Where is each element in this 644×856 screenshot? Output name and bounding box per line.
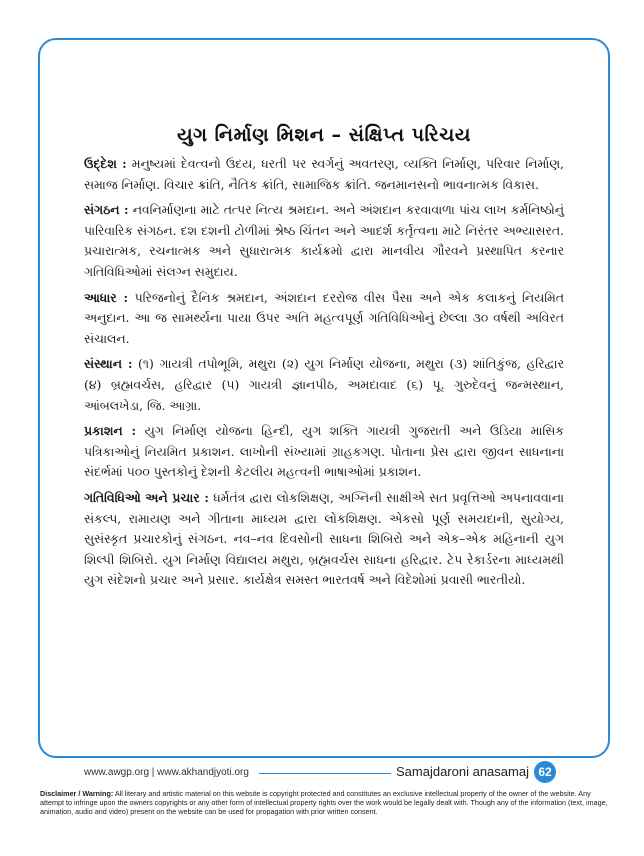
section-institutions bbox=[84, 354, 564, 416]
section-text: પરિજનોનું દૈનિક શ્રમદાન, અંશદાન દરરોજ વીસ પૈસા અને એક કલાકનું નિયમિત અનુદાન. આ જ સામર્થ્યના પાયા ઉપર અતિ મહત્વપૂર્ણ ગતિવિધિઓનું છેલ્લા ૩૦ વર્ષથી અવિરત સંચાલન. bbox=[84, 289, 564, 346]
footer-urls: www.awgp.org | www.akhandjyoti.org bbox=[84, 767, 249, 778]
section-heading: આધાર : bbox=[84, 289, 129, 305]
section-heading: ગતિવિધિઓ અને પ્રચાર : bbox=[84, 489, 209, 505]
disclaimer-text: All literary and artistic material on this website is copyright protected and constitutes an exclusive intellectual property of the owner of the website. Any attempt to infringe upon the owners copyrights or any other form of intellectual property rights over the work would be legally dealt with. Though any of the information (text, image, animation, audio and video) present on the website can be used for propagation with prior written consent. bbox=[40, 789, 608, 816]
section-heading: સંસ્થાન : bbox=[84, 356, 133, 372]
article-content bbox=[84, 124, 564, 596]
page-number-badge: 62 bbox=[534, 761, 556, 783]
section-organization bbox=[84, 200, 564, 282]
section-activities bbox=[84, 488, 564, 591]
section-text: નવનિર્માણના માટે તત્પર નિત્ય શ્રમદાન. અને અંશદાન કરવાવાળા પાંચ લાખ કર્મનિષ્ઠોનું પારિવારિક સંગઠન. દશ દશની ટોળીમાં શ્રેષ્ઠ ચિંતન અને આદર્શ કર્તૃત્વના માટે નિરંતર અભ્યાસરત. પ્રચારાત્મક, રચનાત્મક અને સુધારાત્મક કાર્યક્રમો દ્વારા માનવીય ગૌરવને પ્રસ્થાપિત કરનાર ગતિવિધિઓમાં સંલગ્ન સમુદાય. bbox=[84, 202, 564, 279]
footer-divider bbox=[259, 773, 391, 774]
section-foundation bbox=[84, 288, 564, 350]
page-footer bbox=[84, 764, 564, 782]
section-text: ધર્મતંત્ર દ્વારા લોકશિક્ષણ, અગ્નિની સાક્ષીએ સત પ્રવૃત્તિઓ અપનાવવાના સંકલ્પ, રામાયણ અને ગીતાના માધ્યમ દ્વારા લોકશિક્ષણ. એકસો પૂર્ણ સમયદાની, સુયોગ્ય, સુસંસ્કૃત પ્રચારકોનું સંગઠન. નવ–નવ દિવસોની સાધના શિબિરો અને એક–એક મહિનાની યુગ શિલ્પી શિબિરો. યુગ નિર્માણ વિદ્યાલય મથુરા, બ્રહ્મવર્ચસ સાધના હરિદ્વાર. ટેપ રેકાર્ડરના માધ્યમથી યુગ સંદેશનો પ્રચાર અને પ્રસાર. કાર્યક્ષેત્ર સમસ્ત ભારતવર્ષ અને વિદેશોમાં પ્રવાસી ભારતીયો. bbox=[84, 489, 564, 588]
section-heading: સંગઠન : bbox=[84, 202, 129, 218]
magazine-name: Samajdaroni anasamaj bbox=[396, 764, 529, 779]
disclaimer-label: Disclaimer / Warning: bbox=[40, 789, 114, 798]
section-heading: ઉદ્દેશ : bbox=[84, 156, 127, 171]
section-text: મનુષ્યમાં દેવત્વનો ઉદય, ધરતી પર સ્વર્ગનું અવતરણ, વ્યક્તિ નિર્માણ, પરિવાર નિર્માણ, સમાજ નિર્માણ. વિચાર ક્રાંતિ, નૈતિક ક્રાંતિ, સામાજિક ક્રાંતિ. જનમાનસનો ભાવનાત્મક વિકાસ. bbox=[84, 156, 564, 192]
section-publications bbox=[84, 421, 564, 483]
section-text: યુગ નિર્માણ યોજના હિન્દી, યુગ શક્તિ ગાયત્રી ગુજરાતી અને ઉડિયા માસિક પત્રિકાઓનું નિયમિત પ્રકાશન. લાખોની સંખ્યામાં ગ્રાહકગણ. પોતાના પ્રેસ દ્વારા જીવન સાધનાના સંદર્ભમાં ૫૦૦ પુસ્તકોનું દેશની કેટલીય મહત્વની ભાષાઓમાં પ્રકાશન. bbox=[84, 423, 564, 480]
section-heading: પ્રકાશન : bbox=[84, 423, 137, 439]
disclaimer bbox=[40, 789, 612, 816]
article-title: યુગ નિર્માણ મિશન – સંક્ષિપ્ત પરિચય bbox=[177, 124, 471, 146]
section-objective bbox=[84, 154, 564, 195]
section-text: (૧) ગાયત્રી તપોભૂમિ, મથુરા (૨) યુગ નિર્માણ યોજના, મથુરા (૩) શાંતિકુંજ, હરિદ્વાર (૪) બ્રહ્મવર્ચસ, હરિદ્વાર (૫) ગાયત્રી જ્ઞાનપીઠ, અમદાવાદ (૬) પૂ. ગુરુદેવનું જન્મસ્થાન, આંબલખેડા, જિ. આગ્રા. bbox=[84, 356, 564, 413]
